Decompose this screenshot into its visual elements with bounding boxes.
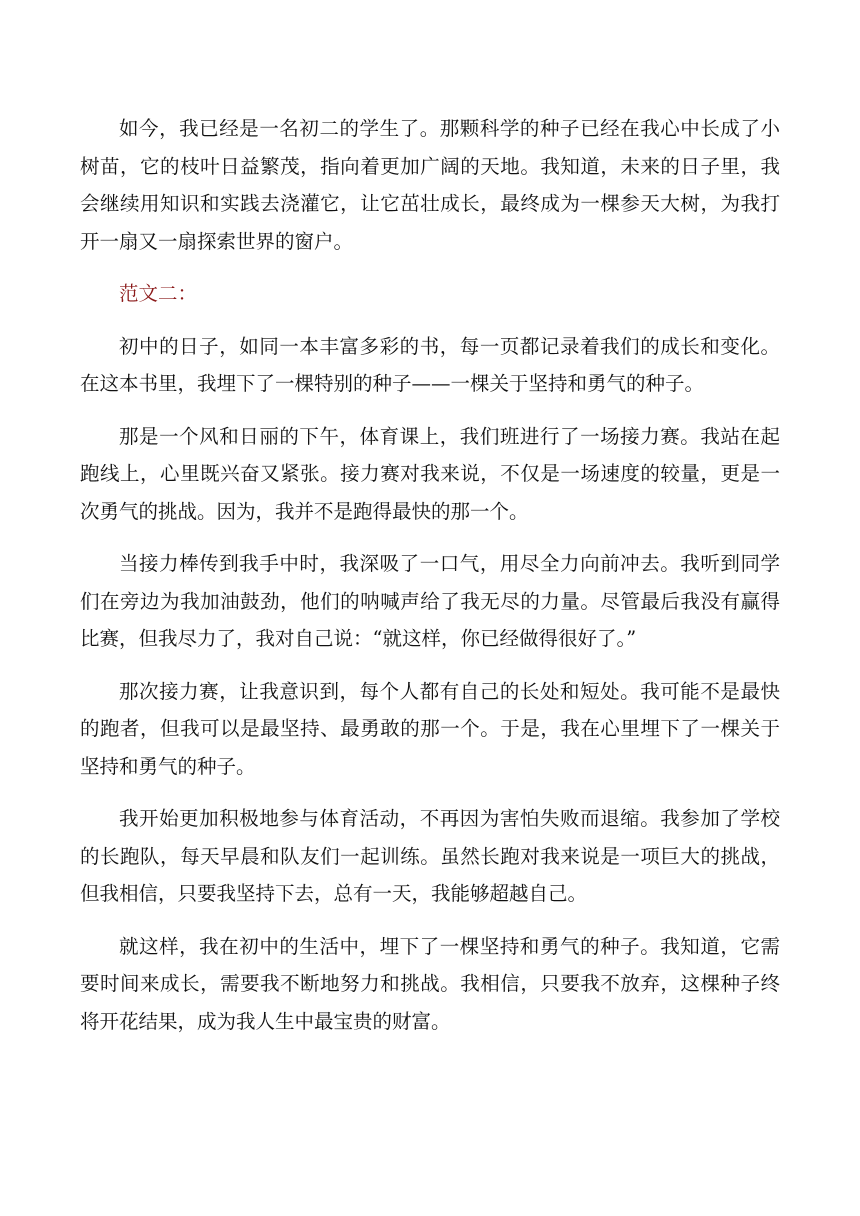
paragraph: 那是一个风和日丽的下午，体育课上，我们班进行了一场接力赛。我站在起跑线上，心里既兴奋又紧张。接力赛对我来说，不仅是一场速度的较量，更是一次勇气的挑战。因为，我并不是跑得最快的那一个。 bbox=[80, 424, 780, 523]
document-body bbox=[80, 110, 780, 1055]
paragraph: 当接力棒传到我手中时，我深吸了一口气，用尽全力向前冲去。我听到同学们在旁边为我加油鼓劲，他们的呐喊声给了我无尽的力量。尽管最后我没有赢得比赛，但我尽力了，我对自己说：“就这样，你已经做得很好了。” bbox=[80, 552, 780, 650]
paragraph: 我开始更加积极地参与体育活动，不再因为害怕失败而退缩。我参加了学校的长跑队，每天早晨和队友们一起训练。虽然长跑对我来说是一项巨大的挑战，但我相信，只要我坚持下去，总有一天，我能够超越自己。 bbox=[80, 807, 780, 905]
paragraph: 就这样，我在初中的生活中，埋下了一棵坚持和勇气的种子。我知道，它需要时间来成长，需要我不断地努力和挑战。我相信，只要我不放弃，这棵种子终将开花结果，成为我人生中最宝贵的财富。 bbox=[80, 934, 780, 1033]
section-heading: 范文二： bbox=[119, 282, 198, 305]
paragraph-intro: 如今，我已经是一名初二的学生了。那颗科学的种子已经在我心中长成了小树苗，它的枝叶日益繁茂，指向着更加广阔的天地。我知道，未来的日子里，我会继续用知识和实践去浇灌它，让它茁壮成长，最终成为一棵参天大树，为我打开一扇又一扇探索世界的窗户。 bbox=[80, 117, 780, 253]
paragraph: 那次接力赛，让我意识到，每个人都有自己的长处和短处。我可能不是最快的跑者，但我可以是最坚持、最勇敢的那一个。于是，我在心里埋下了一棵关于坚持和勇气的种子。 bbox=[80, 679, 780, 778]
paragraph: 初中的日子，如同一本丰富多彩的书，每一页都记录着我们的成长和变化。在这本书里，我埋下了一棵特别的种子——一棵关于坚持和勇气的种子。 bbox=[80, 334, 780, 395]
